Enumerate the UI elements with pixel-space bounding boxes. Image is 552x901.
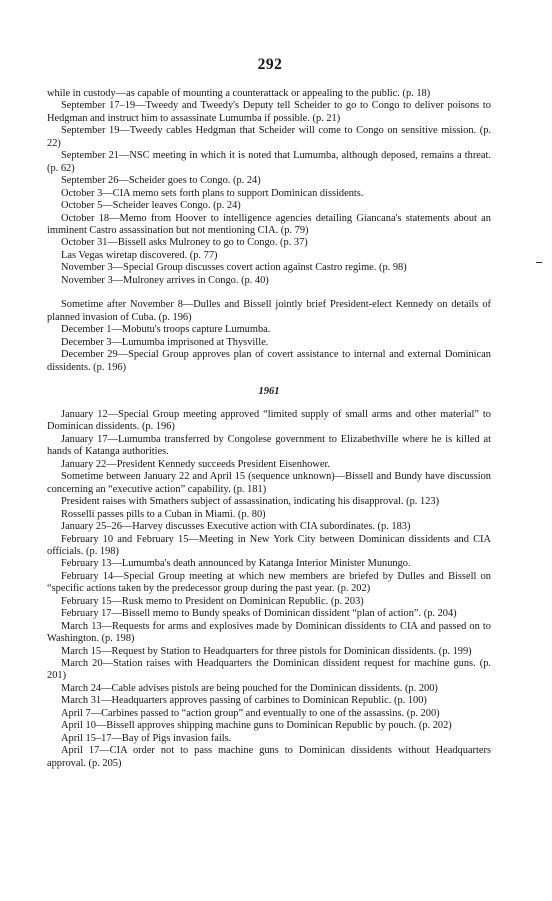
section-gap <box>47 287 491 299</box>
chronology-entry: February 15—Rusk memo to President on Dominican Republic. (p. 203) <box>61 595 364 607</box>
chronology-entry: October 3—CIA memo sets forth plans to support Dominican dissidents. <box>61 187 364 199</box>
chronology-entry: February 13—Lumumba's death announced by Katanga Interior Minister Munungo. <box>61 558 411 570</box>
page-number: 292 <box>257 56 283 73</box>
chronology-entry: October 5—Scheider leaves Congo. (p. 24) <box>61 200 241 212</box>
chronology-entry: March 20—Station raises with Headquarters the Dominican dissident request for machine guns. (p. 201) <box>47 658 491 682</box>
chronology-entry: April 15–17—Bay of Pigs invasion fails. <box>61 732 232 744</box>
chronology-entry: March 13—Requests for arms and explosives made by Dominican dissidents to CIA and passed on to Washington. (p. 198) <box>47 620 491 645</box>
chronology-entry: March 15—Request by Station to Headquarters for three pistols for Dominican dissidents. (p. 199) <box>61 645 472 657</box>
chronology-entry: September 21—NSC meeting in which it is noted that Lumumba, although deposed, remains a threat. (p. 62) <box>47 150 491 174</box>
chronology-entry: January 25–26—Harvey discusses Executive action with CIA subordinates. (p. 183) <box>61 521 411 533</box>
chronology-entry: Sometime between January 22 and April 15 (sequence unknown)—Bissell and Bundy have discussion concerning an “executive action” capability. (p. 181) <box>47 471 491 495</box>
chronology-entry: October 18—Memo from Hoover to intelligence agencies detailing Giancana's statements about an imminent Castro assassination but not mentioning CIA. (p. 79) <box>47 212 491 236</box>
chronology-entry: January 12—Special Group meeting approved “limited supply of small arms and other material” to Dominican dissidents. (p. 196) <box>47 408 491 433</box>
chronology-entry: September 19—Tweedy cables Hedgman that Scheider will come to Congo on sensitive mission. (p. 22) <box>47 125 491 149</box>
chronology-entry: January 22—President Kennedy succeeds President Eisenhower. <box>61 458 330 470</box>
chronology-entry: April 10—Bissell approves shipping machine guns to Dominican Republic by pouch. (p. 202) <box>61 720 452 732</box>
chronology-entry: December 1—Mobutu's troops capture Lumumba. <box>61 324 271 336</box>
chronology-entry: President raises with Smathers subject of assassination, indicating his disapproval. (p. 123) <box>61 496 440 508</box>
chronology-entry: March 31—Headquarters approves passing of carbines to Dominican Republic. (p. 100) <box>61 695 427 707</box>
chronology-entry: December 3—Lumumba imprisoned at Thysville. <box>61 336 269 348</box>
chronology-entry: March 24—Cable advises pistols are being pouched for the Dominican dissidents. (p. 200) <box>61 682 438 694</box>
chronology-entry: Las Vegas wiretap discovered. (p. 77) <box>61 249 218 261</box>
chronology-entry: December 29—Special Group approves plan of covert assistance to internal and external Dominican dissidents. (p. 196) <box>47 349 491 373</box>
chronology-entry: February 17—Bissell memo to Bundy speaks of Dominican dissident “plan of action”. (p. 204) <box>61 608 457 620</box>
chronology-entry: Sometime after November 8—Dulles and Bissell jointly brief President-elect Kennedy on details of planned invasion of Cuba. (p. 196) <box>47 299 491 323</box>
chronology-entry: April 7—Carbines passed to “action group” and eventually to one of the assassins. (p. 200) <box>61 707 440 719</box>
chronology-entry: Rosselli passes pills to a Cuban in Miami. (p. 80) <box>61 508 266 520</box>
chronology-entry: January 17—Lumumba transferred by Congolese government to Elizabethville where he is killed at hands of Katanga authorities. <box>47 433 491 458</box>
chronology-entry: October 31—Bissell asks Mulroney to go to Congo. (p. 37) <box>61 237 308 249</box>
chronology-entry: November 3—Special Group discusses covert action against Castro regime. (p. 98) <box>61 262 407 274</box>
chronology-text <box>47 88 491 770</box>
chronology-entry: September 17–19—Tweedy and Tweedy's Deputy tell Scheider to go to Congo to deliver poisons to Hedgman and instruct him to assassinate Lumumba if possible. (p. 21) <box>47 100 491 124</box>
chronology-entry: April 17—CIA order not to pass machine guns to Dominican dissidents without Headquarters approval. (p. 205) <box>47 745 491 769</box>
chronology-entry: while in custody—as capable of mounting a counterattack or appealing to the public. (p. 18) <box>47 88 431 99</box>
chronology-entry: February 14—Special Group meeting at which new members are briefed by Dulles and Bissell on “specific actions taken by the predecessor group during the past year. (p. 202) <box>47 570 491 595</box>
chronology-entry: February 10 and February 15—Meeting in New York City between Dominican dissidents and CIA officials. (p. 198) <box>47 533 491 557</box>
chronology-entry: September 26—Scheider goes to Congo. (p. 24) <box>61 175 261 187</box>
chronology-entry: November 3—Mulroney arrives in Congo. (p. 40) <box>61 274 269 286</box>
margin-mark <box>536 262 542 263</box>
year-heading: 1961 <box>258 385 280 397</box>
